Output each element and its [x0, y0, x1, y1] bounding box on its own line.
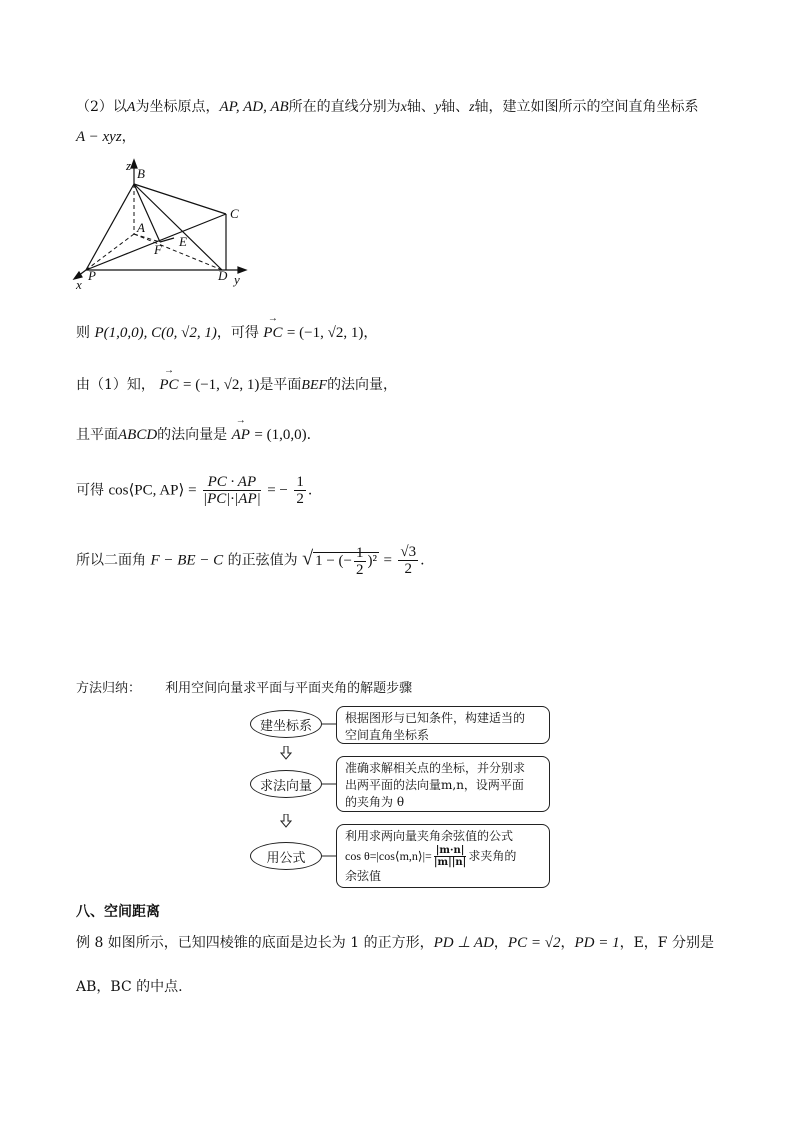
- label-P: P: [88, 268, 96, 283]
- flow-oval-formula: 用公式: [250, 842, 322, 870]
- connector-1: [322, 723, 336, 727]
- label-E: E: [179, 234, 187, 249]
- label-A: A: [137, 220, 145, 235]
- section-title: 八、空间距离: [76, 904, 160, 920]
- pyramid-figure: [70, 158, 260, 290]
- label-B: B: [137, 166, 145, 181]
- coordinate-system: A − xyz，: [76, 129, 136, 145]
- method-title: 方法归纳： 利用空间向量求平面与平面夹角的解题步骤: [76, 681, 413, 696]
- edge-BD: [134, 184, 222, 270]
- flow-box-coordinates: 根据图形与已知条件，构建适当的 空间直角坐标系: [336, 706, 550, 744]
- flow-box-normals: 准确求解相关点的坐标，并分别求 出两平面的法向量m,n，设两平面 的夹角为 θ: [336, 756, 550, 812]
- flow-box-formula: 利用求两向量夹角余弦值的公式 cos θ=|cos⟨m,n⟩|= $\frac{|m\cdot n|}{|m||n|}$ 求夹角的 余弦值: [336, 824, 550, 888]
- line-then: 则 P(1,0,0), C(0, √2, 1)，可得 → PC = (−1, √2, 1)，: [76, 322, 377, 342]
- line-sin: 所以二面角 F − BE − C 的正弦值为 √ 1 − (− $\frac{1}{2}$ )² = $\frac{√3}{2}$ .: [76, 544, 425, 578]
- connector-2: [322, 783, 336, 787]
- line-cos: 可得 cos⟨PC, AP⟩ = $\frac{PC \cdot AP}{|PC|\cdot|AP|}$ = − $\frac{1}{2}$ .: [76, 474, 313, 507]
- connector-3: [322, 855, 336, 859]
- flow-oval-normals: 求法向量: [250, 770, 322, 798]
- label-C: C: [230, 206, 239, 221]
- edge-BC: [134, 184, 226, 214]
- example-8-cont: AB，BC 的中点.: [76, 979, 183, 995]
- label-z: z: [126, 158, 132, 173]
- edge-AP: [86, 234, 134, 270]
- sqrt-body: 1 − (− $\frac{1}{2}$ )²: [315, 544, 378, 578]
- cos-fraction: $\frac{PC \cdot AP}{|PC|\cdot|AP|}$: [203, 474, 261, 507]
- edge-AF: [134, 234, 160, 242]
- down-arrow-1: [280, 746, 292, 760]
- line-and: 且平面ABCD的法向量是 → AP = (1,0,0).: [76, 424, 311, 444]
- flow-oval-coordinates: 建坐标系: [250, 710, 322, 738]
- down-arrow-2: [280, 814, 292, 828]
- label-D: D: [218, 268, 228, 283]
- edge-AD: [134, 234, 222, 270]
- edge-BP: [86, 184, 134, 270]
- sqrt-sign: √: [302, 547, 314, 570]
- line-from1: 由（1）知， → PC = (−1, √2, 1)是平面BEF的法向量，: [76, 374, 397, 394]
- label-F: F: [154, 242, 162, 257]
- part2-intro: （2）以A为坐标原点，AP, AD, AB所在的直线分别为x轴、y轴、z轴，建立如图所示的空间直角坐标系: [76, 99, 699, 115]
- label-y: y: [234, 272, 240, 287]
- example-8: 例 8 如图所示，已知四棱锥的底面是边长为 1 的正方形，PD ⊥ AD，PC = √2，PD = 1，E，F 分别是: [76, 935, 714, 951]
- half-fraction: $\frac{1}{2}$: [296, 474, 304, 507]
- result-fraction: $\frac{√3}{2}$: [400, 544, 417, 577]
- label-x: x: [76, 277, 82, 290]
